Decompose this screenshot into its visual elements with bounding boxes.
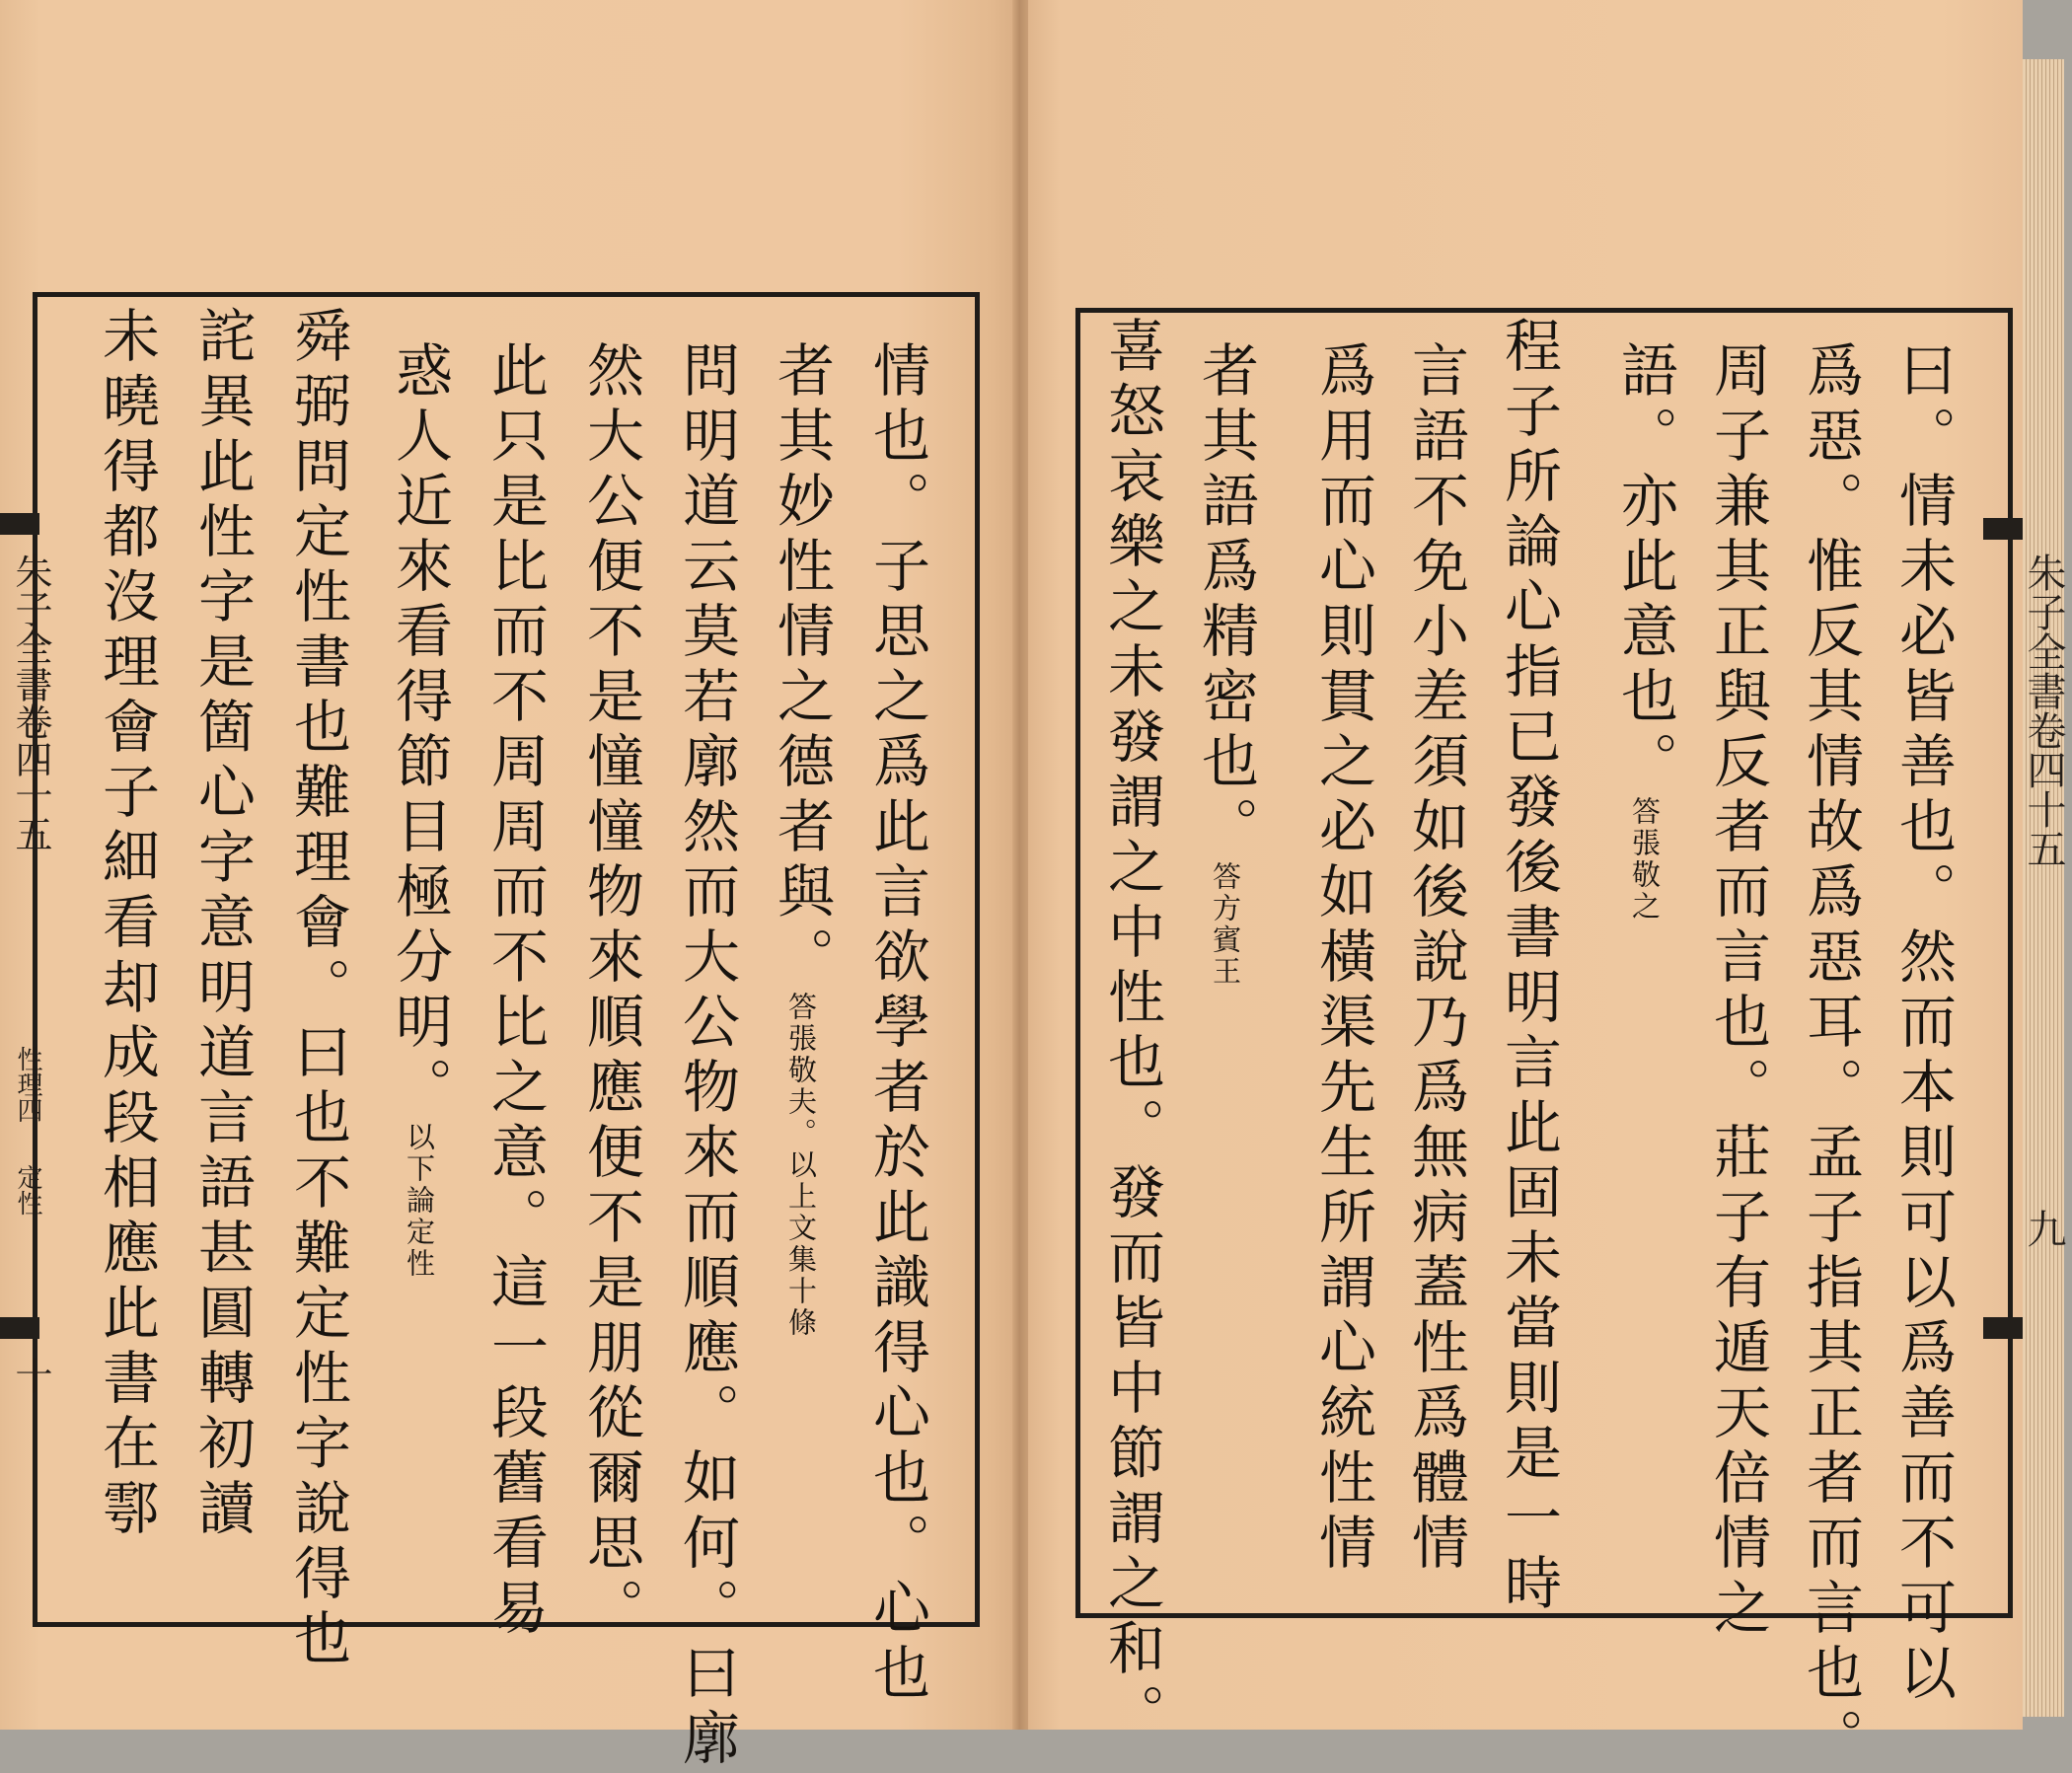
fishtail-mark-right-lower (1983, 1317, 2023, 1339)
right-column-4 (1611, 340, 1678, 923)
right-column-2: 爲惡。惟反其情故爲惡耳。孟子指其正者而言也。 (1797, 340, 1864, 1773)
book-gutter (1012, 0, 1028, 1730)
left-column-2-text: 者其妙性情之德者與。 (768, 340, 835, 992)
right-column-8-note: 答方賓王 (1209, 861, 1242, 988)
left-column-2-note: 答張敬夫。以上文集十條 (784, 992, 818, 1339)
left-margin-subsection: 定性 (13, 1164, 42, 1216)
right-column-8-text: 者其語爲精密也。 (1192, 340, 1259, 861)
right-column-9: 喜怒哀樂之未發謂之中性也。發而皆中節謂之和。 (1098, 316, 1165, 1748)
right-margin-title: 朱子全書卷四十五 (2021, 553, 2066, 868)
fishtail-mark-left (0, 513, 39, 535)
fishtail-mark-right (1983, 518, 2023, 540)
right-column-4-note: 答張敬之 (1628, 796, 1662, 923)
left-column-7: 舜弼問定性書也難理會。曰也不難定性字說得也 (284, 306, 351, 1673)
right-column-7: 爲用而心則貫之必如橫渠先生所謂心統性情 (1309, 340, 1376, 1578)
right-column-8 (1192, 340, 1259, 988)
left-column-6-text: 惑人近來看得節目極分明。 (386, 340, 453, 1122)
left-column-1: 情也。子思之爲此言欲學者於此識得心也。心也 (863, 340, 930, 1708)
right-column-4-text: 語。亦此意也。 (1611, 340, 1678, 796)
page-edges (2023, 59, 2064, 1717)
right-margin-leaf-number: 九 (2021, 1209, 2066, 1248)
left-margin-section: 性理四 (13, 1046, 42, 1123)
left-margin-leaf-number: 十 (9, 1357, 52, 1394)
left-column-8: 詫異此性字是箇心字意明道言語甚圓轉初讀 (188, 306, 256, 1543)
left-column-5: 此只是比而不周周而不比之意。這一段舊看易 (481, 340, 549, 1643)
left-column-2 (768, 340, 835, 1339)
right-column-3: 周子兼其正與反者而言也。莊子有遁天倍情之 (1704, 340, 1771, 1643)
fishtail-mark-left-lower (0, 1317, 39, 1339)
right-column-5: 程子所論心指已發後書明言此固未當則是一時 (1495, 316, 1562, 1618)
left-margin-title: 朱子全書卷四十五 (9, 553, 52, 852)
left-column-3: 問明道云莫若廓然而大公物來而順應。如何。曰廓 (673, 340, 740, 1773)
right-column-1: 曰。情未必皆善也。然而本則可以爲善而不可以 (1889, 340, 1957, 1708)
left-column-4: 然大公便不是憧憧物來順應便不是朋從爾思。 (577, 340, 644, 1643)
right-column-6: 言語不免小差須如後說乃爲無病蓋性爲體情 (1402, 340, 1469, 1578)
left-column-6-note: 以下論定性 (403, 1122, 436, 1280)
left-column-9: 未曉得都沒理會子細看却成段相應此書在鄠 (93, 306, 160, 1543)
left-column-6 (386, 340, 453, 1280)
